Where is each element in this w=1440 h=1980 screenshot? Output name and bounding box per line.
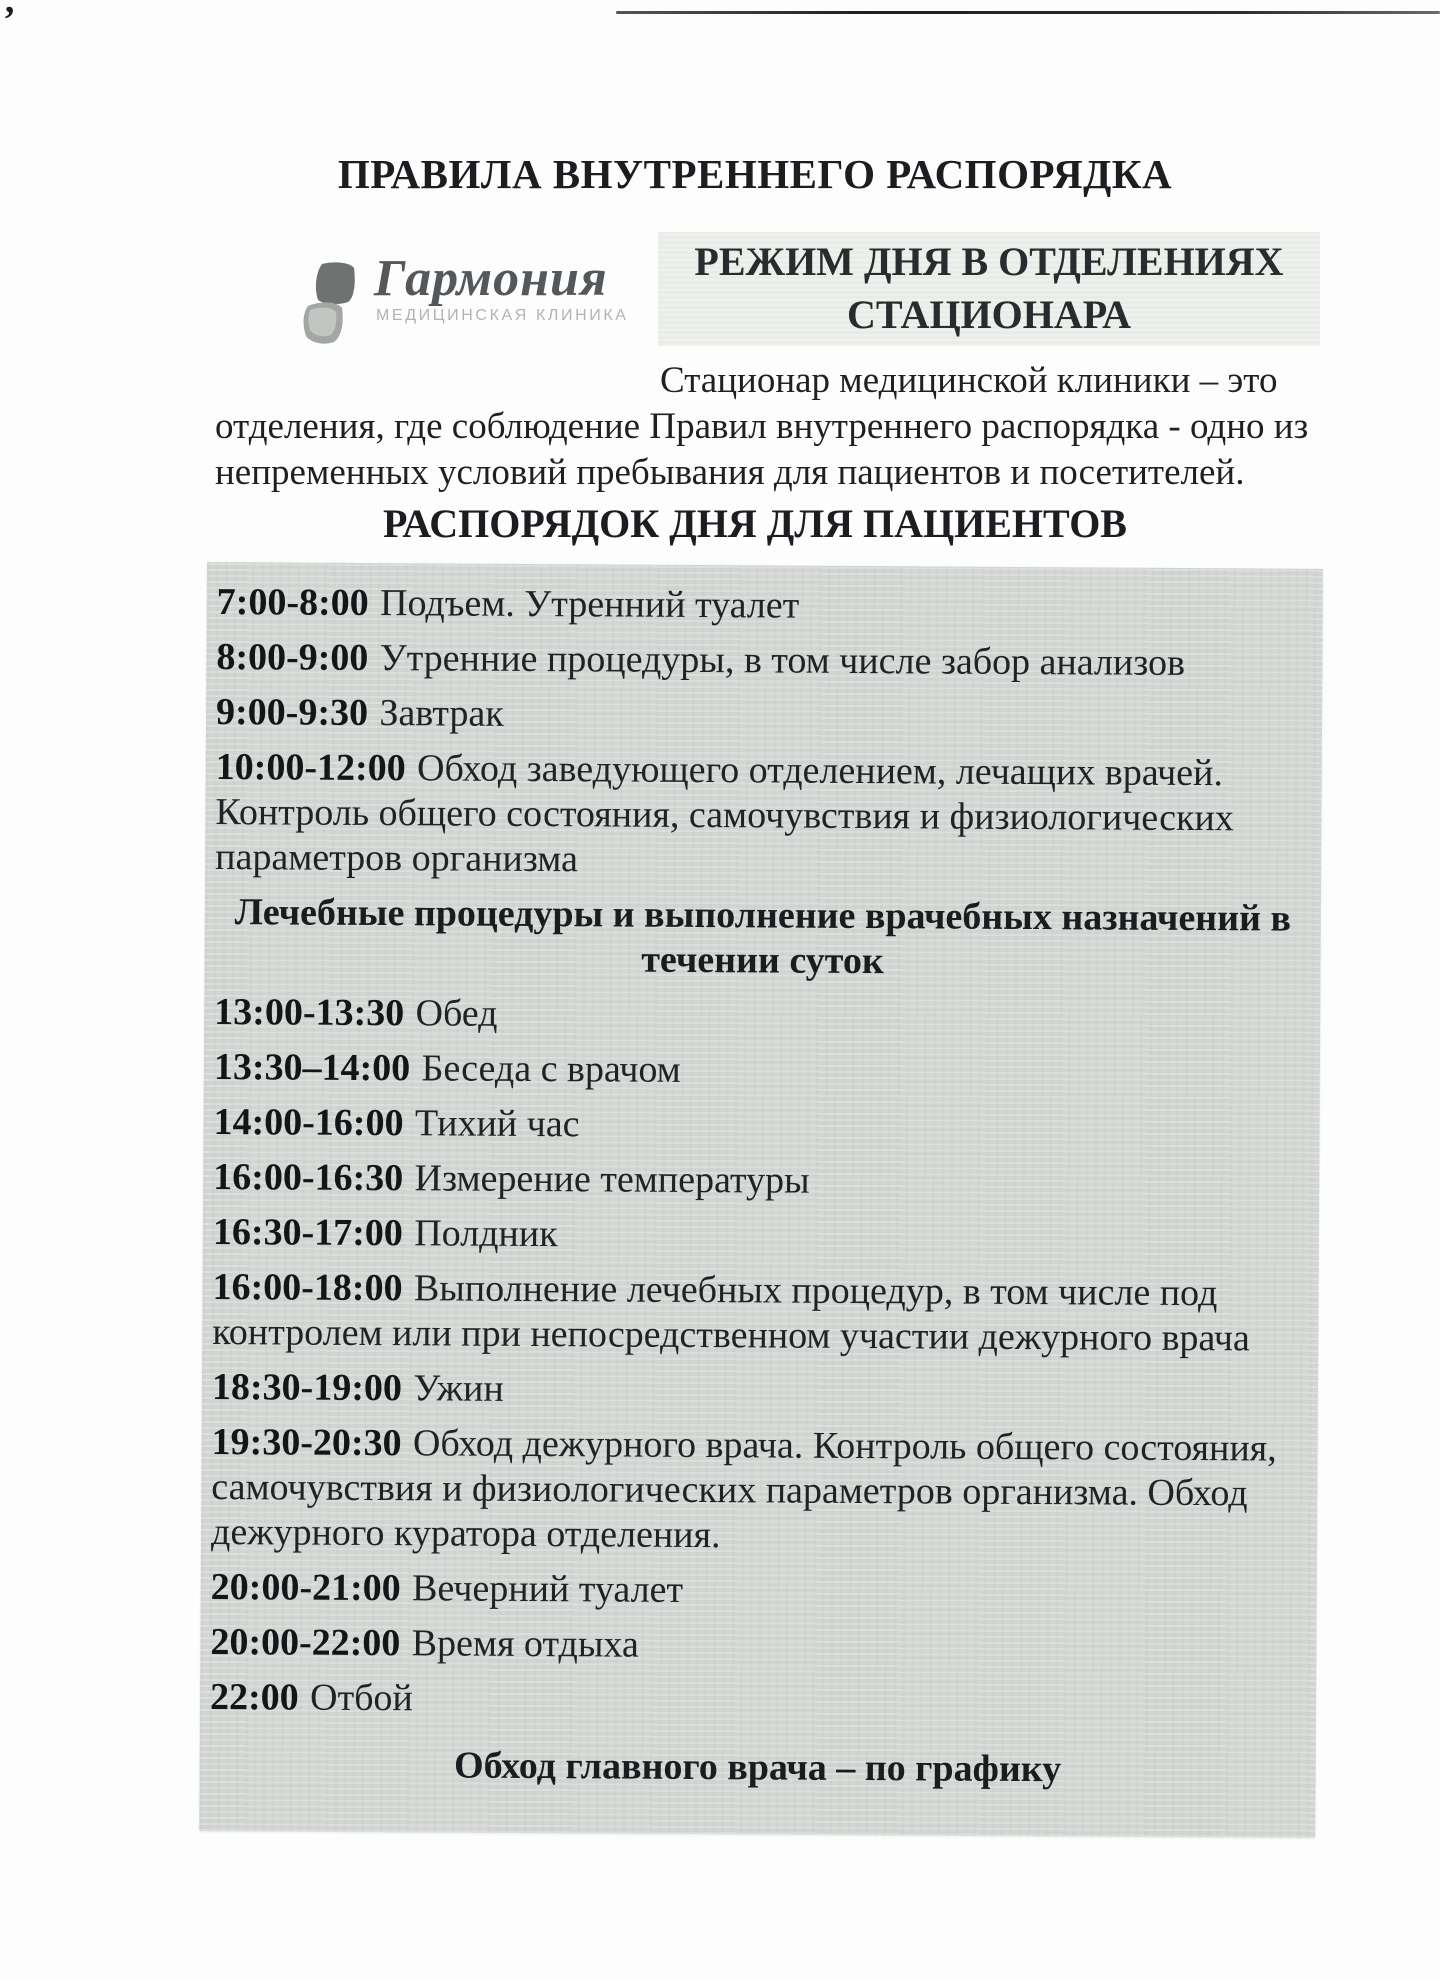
schedule-entry xyxy=(213,1210,1309,1262)
schedule-entry xyxy=(214,990,1310,1042)
schedule-entry-text: Подъем. Утренний туалет xyxy=(379,582,800,627)
schedule-entry xyxy=(212,1365,1308,1417)
intro-line: отделения, где соблюдение Правил внутреннего распорядка - одно из xyxy=(215,406,1309,447)
schedule-entry-text: Утренние процедуры, в том числе забор анализов xyxy=(379,637,1186,684)
schedule-list xyxy=(199,562,1323,1838)
schedule-entry-text: Выполнение лечебных процедур, в том числе под контролем или при непосредственном участии дежурного врача xyxy=(212,1267,1250,1360)
schedule-entry-time: 9:00-9:30 xyxy=(215,691,369,734)
schedule-entry-time: 16:00-16:30 xyxy=(213,1156,404,1200)
schedule-entry-text: Беседа с врачом xyxy=(421,1047,681,1091)
schedule-entry xyxy=(211,1565,1307,1617)
section-heading: РАСПОРЯДОК ДНЯ ДЛЯ ПАЦИЕНТОВ xyxy=(383,501,1127,546)
schedule-entry-time: 16:30-17:00 xyxy=(212,1211,404,1255)
schedule-entry xyxy=(217,580,1313,632)
scan-corner-mark: ’ xyxy=(3,0,16,41)
clinic-name: Гармония xyxy=(374,250,608,307)
schedule-entry-time: 20:00-22:00 xyxy=(210,1621,401,1665)
schedule-entry xyxy=(216,690,1312,742)
schedule-entry xyxy=(210,1675,1306,1727)
schedule-entry-time: 18:30-19:00 xyxy=(211,1366,403,1410)
schedule-entry-text: Обход дежурного врача. Контроль общего состояния, самочувствия и физиологических параметров организма. Обход дежурного куратора отделения. xyxy=(210,1422,1277,1557)
schedule-entry-time: 13:00-13:30 xyxy=(214,991,405,1035)
schedule-entry-time: 22:00 xyxy=(209,1676,299,1719)
scan-top-rule xyxy=(616,11,1440,14)
schedule-entry xyxy=(213,1100,1309,1152)
schedule-entry-time: 20:00-21:00 xyxy=(210,1566,401,1610)
schedule-entry-time: 7:00-8:00 xyxy=(216,581,369,624)
schedule-entry-text: Обход заведующего отделением, лечащих врачей. Контроль общего состояния, самочувствия и физиологических параметров организма xyxy=(215,747,1234,881)
schedule-entry-text: Ужин xyxy=(413,1367,504,1410)
schedule-entry xyxy=(215,745,1312,887)
schedule-entry-time: 19:30-20:30 xyxy=(211,1421,402,1465)
schedule-entry xyxy=(210,1620,1306,1672)
schedule-entry-time: 16:00-18:00 xyxy=(212,1266,403,1310)
intro-line: Стационар медицинской клиники – это xyxy=(660,360,1278,401)
schedule-entry-time: 8:00-9:00 xyxy=(216,636,369,679)
schedule-entry-text: Вечерний туалет xyxy=(411,1567,684,1611)
schedule-entry-time: 13:30–14:00 xyxy=(213,1046,411,1090)
schedule-entry-text: Время отдыха xyxy=(411,1622,639,1666)
clinic-logo-text xyxy=(374,252,629,325)
schedule-entry-text: Полдник xyxy=(414,1212,558,1256)
regime-header-box xyxy=(658,232,1320,346)
schedule-entry-text: Тихий час xyxy=(414,1102,580,1146)
regime-header-line2: СТАЦИОНАРА xyxy=(846,292,1131,337)
schedule-entry-text: Измерение температуры xyxy=(414,1157,810,1202)
intro-paragraph xyxy=(215,358,1375,496)
leaf-icon xyxy=(298,258,368,358)
schedule-entry xyxy=(211,1420,1308,1562)
clinic-logo xyxy=(298,252,629,358)
clinic-subtitle: МЕДИЦИНСКАЯ КЛИНИКА xyxy=(376,306,629,324)
schedule-entry-time: 14:00-16:00 xyxy=(213,1101,404,1145)
schedule-entry xyxy=(212,1265,1309,1362)
schedule-entry-text: Завтрак xyxy=(379,692,504,735)
schedule-entry-text: Обед xyxy=(415,992,498,1035)
schedule-entry xyxy=(216,635,1312,687)
schedule-entry-time: 10:00-12:00 xyxy=(215,746,406,790)
schedule-entry xyxy=(213,1155,1309,1207)
page-title: ПРАВИЛА ВНУТРЕННЕГО РАСПОРЯДКА xyxy=(337,151,1173,197)
schedule-entry xyxy=(214,1045,1310,1097)
schedule-subheading: Обход главного врача – по графику xyxy=(453,1744,1062,1791)
intro-line: непременных условий пребывания для пациентов и посетителей. xyxy=(215,452,1245,493)
schedule-subheading: Лечебные процедуры и выполнение врачебных назначений в течении суток xyxy=(234,891,1292,983)
schedule-entry-text: Отбой xyxy=(309,1676,413,1720)
regime-header-line1: РЕЖИМ ДНЯ В ОТДЕЛЕНИЯХ xyxy=(694,239,1284,284)
